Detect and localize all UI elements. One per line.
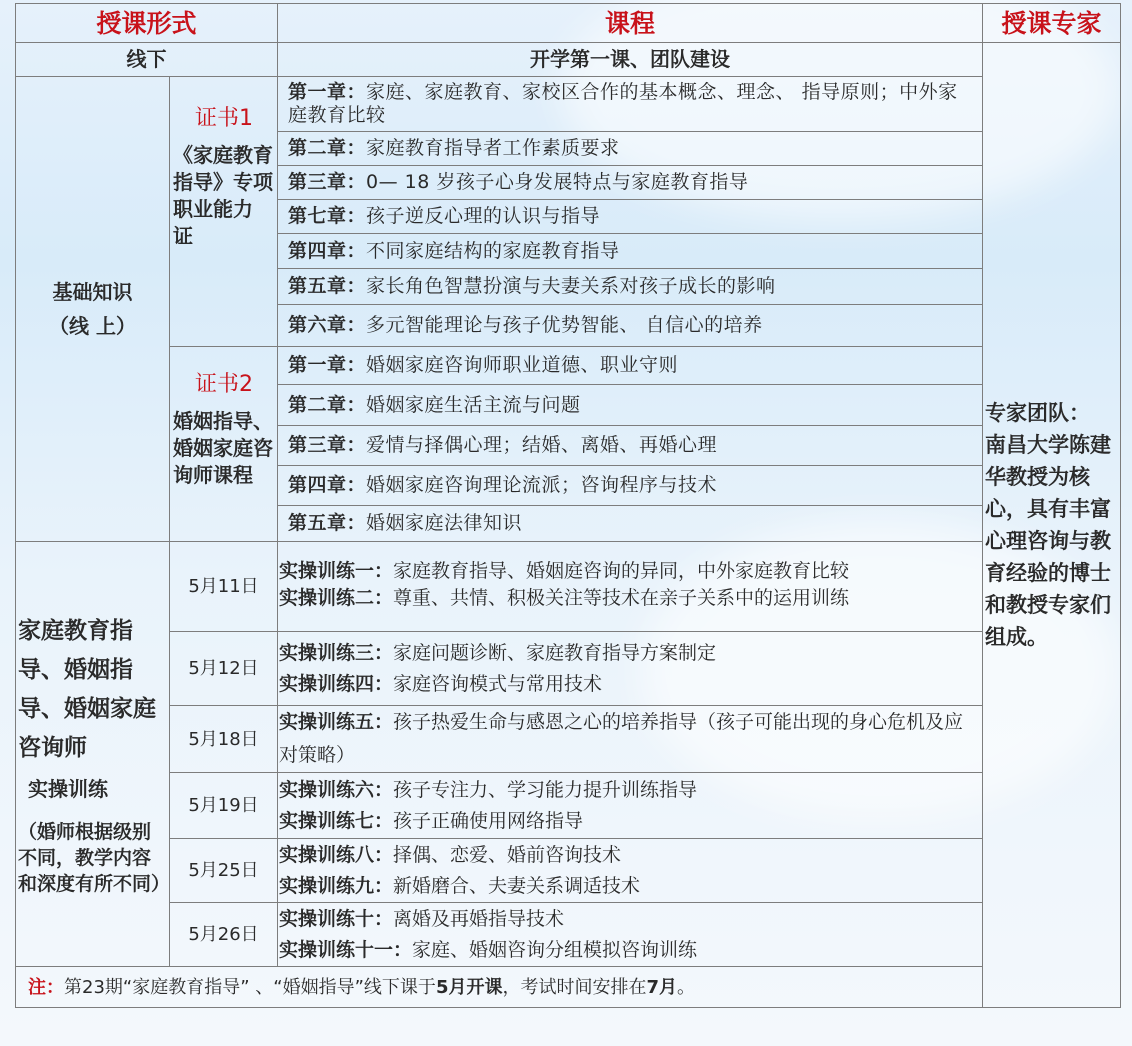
basic-knowledge-label: 基础知识 bbox=[52, 280, 133, 304]
chapter-row: 第七章：孩子逆反心理的认识与指导 bbox=[278, 200, 983, 234]
table-row bbox=[16, 903, 1121, 967]
cert2-name: 婚姻指导、婚姻家庭咨询师课程 bbox=[173, 409, 273, 487]
practice-item: 实操训练二：尊重、共情、积极关注等技术在亲子关系中的运用训练 bbox=[279, 586, 850, 609]
cert1-cell bbox=[170, 77, 278, 347]
note-text-b: 5月开课 bbox=[435, 976, 503, 998]
session-items bbox=[278, 839, 983, 903]
chapter-row: 第二章：家庭教育指导者工作素质要求 bbox=[278, 132, 983, 166]
offline-format: 线下 bbox=[16, 43, 278, 77]
practice-label-note: （婚师根据级别不同，教学内容和深度有所不同） bbox=[18, 820, 171, 895]
practice-item: 实操训练八：择偶、恋爱、婚前咨询技术 bbox=[279, 843, 622, 866]
table-row bbox=[16, 706, 1121, 773]
table-row bbox=[16, 43, 1121, 77]
practice-item: 实操训练九：新婚磨合、夫妻关系调适技术 bbox=[279, 874, 641, 897]
table-row bbox=[16, 839, 1121, 903]
offline-course: 开学第一课、团队建设 bbox=[278, 43, 983, 77]
chapter-row: 第一章：婚姻家庭咨询师职业道德、职业守则 bbox=[278, 347, 983, 385]
practice-item: 实操训练十一：家庭、婚姻咨询分组模拟咨询训练 bbox=[279, 938, 698, 961]
expert-team-cell bbox=[983, 43, 1121, 1008]
session-items bbox=[278, 706, 983, 773]
session-date: 5月18日 bbox=[170, 706, 278, 773]
practice-label-main: 家庭教育指导、婚姻指导、婚姻家庭咨询师 bbox=[18, 617, 156, 761]
practice-item: 实操训练四：家庭咨询模式与常用技术 bbox=[279, 672, 603, 695]
table-row bbox=[16, 77, 1121, 132]
note-text-c: ，考试时间安排在 bbox=[502, 976, 647, 998]
table-header-row bbox=[16, 4, 1121, 43]
chapter-row: 第一章：家庭、家庭教育、家校区合作的基本概念、理念、 指导原则；中外家庭教育比较 bbox=[278, 77, 983, 132]
practice-item: 实操训练六：孩子专注力、学习能力提升训练指导 bbox=[279, 778, 698, 801]
practice-label-cell bbox=[16, 542, 170, 967]
note-label: 注： bbox=[28, 976, 64, 998]
expert-team-description: 南昌大学陈建华教授为核心，具有丰富心理咨询与教育经验的博士和教授专家们组成。 bbox=[985, 433, 1112, 649]
cert2-cell bbox=[170, 347, 278, 542]
table-row bbox=[16, 632, 1121, 706]
session-items bbox=[278, 903, 983, 967]
chapter-row: 第五章：家长角色智慧扮演与夫妻关系对孩子成长的影响 bbox=[278, 269, 983, 305]
cert2-title: 证书2 bbox=[195, 372, 253, 397]
chapter-row: 第六章：多元智能理论与孩子优势智能、 自信心的培养 bbox=[278, 305, 983, 347]
chapter-row: 第三章：0— 18 岁孩子心身发展特点与家庭教育指导 bbox=[278, 166, 983, 200]
note-cell bbox=[16, 967, 1121, 1008]
practice-item: 实操训练五：孩子热爱生命与感恩之心的培养指导（孩子可能出现的身心危机及应对策略） bbox=[279, 711, 964, 766]
course-schedule-table bbox=[15, 3, 1121, 1008]
session-items bbox=[278, 773, 983, 839]
chapter-row: 第四章：不同家庭结构的家庭教育指导 bbox=[278, 234, 983, 269]
session-items bbox=[278, 542, 983, 632]
chapter-row: 第四章：婚姻家庭咨询理论流派；咨询程序与技术 bbox=[278, 466, 983, 506]
note-text-d: 7月 bbox=[646, 976, 677, 998]
session-date: 5月19日 bbox=[170, 773, 278, 839]
practice-item: 实操训练十：离婚及再婚指导技术 bbox=[279, 907, 565, 930]
session-date: 5月11日 bbox=[170, 542, 278, 632]
session-date: 5月12日 bbox=[170, 632, 278, 706]
note-text-a: 第23期“家庭教育指导” 、“婚姻指导”线下课于 bbox=[64, 976, 436, 998]
basic-knowledge-cell bbox=[16, 77, 170, 542]
expert-team-label: 专家团队： bbox=[985, 401, 1091, 425]
note-row bbox=[16, 967, 1121, 1008]
cert1-title: 证书1 bbox=[195, 106, 253, 131]
cert1-name: 《家庭教育指导》专项职业能力 证 bbox=[173, 143, 273, 248]
practice-label-mid: 实操训练 bbox=[28, 776, 108, 801]
session-date: 5月26日 bbox=[170, 903, 278, 967]
practice-item: 实操训练七：孩子正确使用网络指导 bbox=[279, 809, 584, 832]
chapter-row: 第五章：婚姻家庭法律知识 bbox=[278, 506, 983, 542]
header-expert: 授课专家 bbox=[983, 4, 1121, 43]
online-label: （线 上） bbox=[49, 314, 136, 338]
practice-item: 实操训练一：家庭教育指导、婚姻庭咨询的异同，中外家庭教育比较 bbox=[279, 559, 850, 582]
session-date: 5月25日 bbox=[170, 839, 278, 903]
table-row bbox=[16, 542, 1121, 632]
header-format: 授课形式 bbox=[16, 4, 278, 43]
note-text-e: 。 bbox=[677, 976, 695, 998]
session-items bbox=[278, 632, 983, 706]
chapter-row: 第三章：爱情与择偶心理；结婚、离婚、再婚心理 bbox=[278, 426, 983, 466]
practice-item: 实操训练三：家庭问题诊断、家庭教育指导方案制定 bbox=[279, 641, 717, 664]
header-course: 课程 bbox=[278, 4, 983, 43]
table-row bbox=[16, 773, 1121, 839]
table-row bbox=[16, 347, 1121, 385]
chapter-row: 第二章：婚姻家庭生活主流与问题 bbox=[278, 385, 983, 426]
